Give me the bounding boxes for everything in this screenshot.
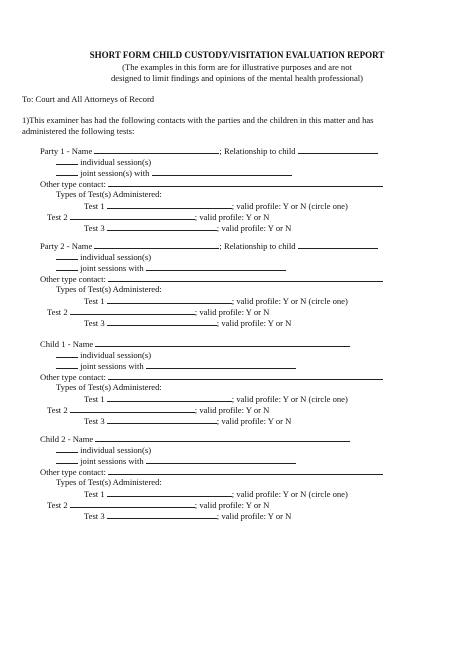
blank-line[interactable]	[107, 295, 232, 304]
joint-sessions-row	[56, 262, 286, 273]
test-row	[47, 499, 269, 510]
blank-line[interactable]	[146, 360, 296, 369]
joint-sessions-row	[56, 167, 292, 178]
blank-line[interactable]	[70, 211, 195, 220]
valid-profile-label: ; valid profile: Y or N (circle one)	[231, 489, 348, 499]
valid-profile-label: ; valid profile: Y or N	[194, 307, 270, 317]
valid-profile-label: ; valid profile: Y or N	[194, 500, 270, 510]
joint-sessions-row	[56, 455, 296, 466]
other-contact-row	[40, 466, 383, 477]
test-label: Test 1	[84, 489, 105, 499]
individual-sessions-row	[56, 251, 151, 262]
test-label: Test 2	[47, 500, 68, 510]
test-types-label: Types of Test(s) Administered:	[56, 477, 162, 487]
name-row	[40, 240, 378, 251]
joint-sessions-label: joint sessions with	[80, 263, 144, 273]
test-row	[84, 295, 348, 306]
test-row	[84, 510, 291, 521]
test-row	[47, 211, 269, 222]
individual-sessions-label: individual session(s)	[80, 350, 152, 360]
test-label: Test 1	[84, 394, 105, 404]
joint-sessions-row	[56, 360, 296, 371]
blank-line[interactable]	[107, 510, 217, 519]
test-types-row	[56, 382, 162, 392]
name-label: Child 2 - Name	[40, 434, 94, 444]
test-row	[84, 200, 348, 211]
blank-line[interactable]	[146, 262, 286, 271]
test-label: Test 2	[47, 405, 68, 415]
other-contact-label: Other type contact:	[40, 467, 106, 477]
test-row	[47, 306, 269, 317]
relationship-label: ; Relationship to child	[219, 241, 296, 251]
test-types-label: Types of Test(s) Administered:	[56, 189, 162, 199]
test-label: Test 3	[84, 318, 105, 328]
joint-sessions-label: joint sessions with	[80, 361, 144, 371]
joint-sessions-label: joint session(s) with	[80, 168, 150, 178]
valid-profile-label: ; valid profile: Y or N (circle one)	[231, 296, 348, 306]
other-contact-label: Other type contact:	[40, 372, 106, 382]
valid-profile-label: ; valid profile: Y or N	[216, 511, 292, 521]
blank-line[interactable]	[56, 360, 78, 369]
blank-line[interactable]	[56, 349, 78, 358]
intro-line1: 1)This examiner has had the following contacts with the parties and the children in this matter and has	[22, 115, 374, 125]
blank-line[interactable]	[70, 306, 195, 315]
form-subtitle-line1: (The examples in this form are for illustrative purposes and are not	[122, 62, 352, 72]
test-row	[84, 488, 348, 499]
other-contact-row	[40, 178, 383, 189]
name-label: Party 1 - Name	[40, 146, 93, 156]
test-label: Test 2	[47, 307, 68, 317]
blank-line[interactable]	[56, 262, 78, 271]
blank-line[interactable]	[152, 167, 292, 176]
blank-line[interactable]	[146, 455, 296, 464]
individual-sessions-label: individual session(s)	[80, 445, 152, 455]
blank-line[interactable]	[298, 240, 378, 249]
name-label: Party 2 - Name	[40, 241, 93, 251]
name-label: Child 1 - Name	[40, 339, 94, 349]
test-row	[47, 404, 269, 415]
valid-profile-label: ; valid profile: Y or N (circle one)	[231, 201, 348, 211]
blank-line[interactable]	[108, 466, 383, 475]
blank-line[interactable]	[107, 200, 232, 209]
test-label: Test 1	[84, 201, 105, 211]
blank-line[interactable]	[95, 433, 350, 442]
name-row	[40, 145, 378, 156]
individual-sessions-label: individual session(s)	[80, 252, 152, 262]
test-label: Test 1	[84, 296, 105, 306]
test-types-row	[56, 477, 162, 487]
individual-sessions-row	[56, 156, 151, 167]
relationship-label: ; Relationship to child	[219, 146, 296, 156]
blank-line[interactable]	[108, 178, 383, 187]
test-types-row	[56, 284, 162, 294]
name-row	[40, 433, 350, 444]
test-types-row	[56, 189, 162, 199]
blank-line[interactable]	[70, 404, 195, 413]
test-row	[84, 222, 291, 233]
valid-profile-label: ; valid profile: Y or N	[216, 416, 292, 426]
blank-line[interactable]	[56, 251, 78, 260]
blank-line[interactable]	[56, 455, 78, 464]
test-label: Test 3	[84, 416, 105, 426]
blank-line[interactable]	[56, 167, 78, 176]
blank-line[interactable]	[56, 156, 78, 165]
valid-profile-label: ; valid profile: Y or N	[216, 223, 292, 233]
form-subtitle-line2: designed to limit findings and opinions of the mental health professional)	[110, 73, 364, 83]
blank-line[interactable]	[94, 145, 219, 154]
test-types-label: Types of Test(s) Administered:	[56, 382, 162, 392]
form-title: SHORT FORM CHILD CUSTODY/VISITATION EVALUATION REPORT	[89, 50, 385, 60]
to-line: To: Court and All Attorneys of Record	[22, 94, 155, 104]
valid-profile-label: ; valid profile: Y or N	[216, 318, 292, 328]
individual-sessions-row	[56, 444, 151, 455]
test-label: Test 3	[84, 511, 105, 521]
name-row	[40, 338, 350, 349]
individual-sessions-label: individual session(s)	[80, 157, 152, 167]
other-contact-row	[40, 273, 383, 284]
individual-sessions-row	[56, 349, 151, 360]
blank-line[interactable]	[107, 415, 217, 424]
test-types-label: Types of Test(s) Administered:	[56, 284, 162, 294]
intro-line2: administered the following tests:	[22, 126, 135, 136]
blank-line[interactable]	[70, 499, 195, 508]
valid-profile-label: ; valid profile: Y or N	[194, 212, 270, 222]
other-contact-row	[40, 371, 383, 382]
valid-profile-label: ; valid profile: Y or N	[194, 405, 270, 415]
test-label: Test 2	[47, 212, 68, 222]
other-contact-label: Other type contact:	[40, 274, 106, 284]
blank-line[interactable]	[298, 145, 378, 154]
other-contact-label: Other type contact:	[40, 179, 106, 189]
blank-line[interactable]	[107, 317, 217, 326]
blank-line[interactable]	[108, 273, 383, 282]
test-label: Test 3	[84, 223, 105, 233]
test-row	[84, 415, 291, 426]
blank-line[interactable]	[107, 488, 232, 497]
blank-line[interactable]	[56, 444, 78, 453]
valid-profile-label: ; valid profile: Y or N (circle one)	[231, 394, 348, 404]
test-row	[84, 317, 291, 328]
blank-line[interactable]	[94, 240, 219, 249]
blank-line[interactable]	[107, 222, 217, 231]
blank-line[interactable]	[108, 371, 383, 380]
joint-sessions-label: joint sessions with	[80, 456, 144, 466]
test-row	[84, 393, 348, 404]
blank-line[interactable]	[107, 393, 232, 402]
blank-line[interactable]	[95, 338, 350, 347]
